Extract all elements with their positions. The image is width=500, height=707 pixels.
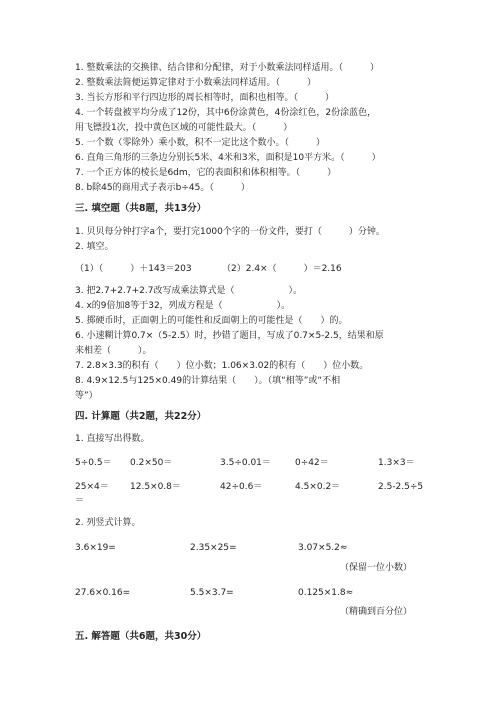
- oral-calc-item: 4.5×0.2＝: [295, 482, 341, 492]
- section-title-fill: 三. 填空题（共8题，共13分）: [75, 203, 207, 214]
- vertical-calc-item: 27.6×0.16=: [75, 588, 131, 598]
- judge-item: 7. 一个正方体的棱长是6dm，它的表面积和体积相等。（ ）: [75, 168, 337, 178]
- oral-calc-item: 25×4＝: [75, 482, 109, 492]
- oral-calc-item-cont: ＝: [75, 496, 85, 506]
- fill-item: 3. 把2.7+2.7+2.7改写成乘法算式是（ ）。: [75, 286, 302, 296]
- fill-item: 5. 掷硬币时，正面朝上的可能性和反面朝上的可能性是（ ）的。: [75, 316, 348, 326]
- fill-equation: （2）2.4×（ ）＝2.16: [222, 264, 342, 274]
- oral-calc-item: 42÷0.6＝: [220, 482, 263, 492]
- calc-note: （保留一位小数）: [340, 563, 413, 573]
- vertical-calc-item: 2.35×25=: [190, 543, 237, 553]
- section-title-solve: 五. 解答题（共6题，共30分）: [75, 631, 207, 642]
- fill-item-cont: 等”）: [75, 391, 98, 401]
- judge-item-cont: 用飞镖投1次，投中黄色区域的可能性最大。（ ）: [75, 123, 293, 133]
- fill-item: 7. 2.8×3.3的积有（ ）位小数；1.06×3.02的积有（ ）位小数。: [75, 361, 369, 371]
- judge-item: 8. b除45的商用式子表示b÷45。（ ）: [75, 183, 250, 193]
- judge-item: 3. 当长方形和平行四边形的周长相等时，面积也相等。（ ）: [75, 93, 334, 103]
- judge-item: 6. 直角三角形的三条边分别长5米、4米和3米，面积是10平方米。（ ）: [75, 153, 381, 163]
- oral-calc-item: 0÷42＝: [295, 458, 329, 468]
- calc-instruction: 2. 列竖式计算。: [75, 518, 141, 528]
- oral-calc-item: 12.5×0.8＝: [130, 482, 181, 492]
- vertical-calc-item: 3.6×19=: [75, 543, 116, 553]
- section-title-calc: 四. 计算题（共2题，共22分）: [75, 411, 207, 422]
- oral-calc-item: 2.5-2.5÷5: [378, 482, 424, 492]
- calc-instruction: 1. 直接写出得数。: [75, 434, 150, 444]
- vertical-calc-item: 0.125×1.8≈: [298, 588, 354, 598]
- fill-item: 1. 贝贝每分钟打字a个，要打完1000个字的一份文件，要打（ ）分钟。: [75, 227, 385, 237]
- fill-item-cont: 来相差（ ）。: [75, 346, 152, 356]
- judge-item: 4. 一个转盘被平均分成了12份，其中6份涂黄色，4份涂红色，2份涂蓝色，: [75, 108, 377, 118]
- calc-note: （精确到百分位）: [340, 607, 413, 617]
- oral-calc-item: 1.3×3＝: [378, 458, 415, 468]
- oral-calc-item: 5÷0.5＝: [75, 458, 112, 468]
- fill-item: 2. 填空。: [75, 242, 114, 252]
- oral-calc-item: 3.5÷0.01＝: [220, 458, 271, 468]
- fill-item: 8. 4.9×12.5与125×0.49的计算结果（ ）。（填“相等”或“不相: [75, 376, 341, 386]
- judge-item: 1. 整数乘法的交换律、结合律和分配律，对于小数乘法同样适用。（ ）: [75, 63, 379, 73]
- fill-item: 4. x的9倍加8等于32，列成方程是（ ）。: [75, 301, 291, 311]
- oral-calc-item: 0.2×50＝: [130, 458, 173, 468]
- vertical-calc-item: 5.5×3.7=: [190, 588, 234, 598]
- vertical-calc-item: 3.07×5.2≈: [298, 543, 348, 553]
- fill-item: 6. 小速糊计算0.7×（5-2.5）时，抄错了题目，写成了0.7×5-2.5，结果和原: [75, 331, 384, 341]
- judge-item: 5. 一个数（零除外）乘小数，积不一定比这个数小。（ ）: [75, 138, 325, 148]
- judge-item: 2. 整数乘法简便运算定律对于小数乘法同样适用。（ ）: [75, 78, 316, 88]
- fill-equation: （1）（ ）＋143＝203: [75, 264, 192, 274]
